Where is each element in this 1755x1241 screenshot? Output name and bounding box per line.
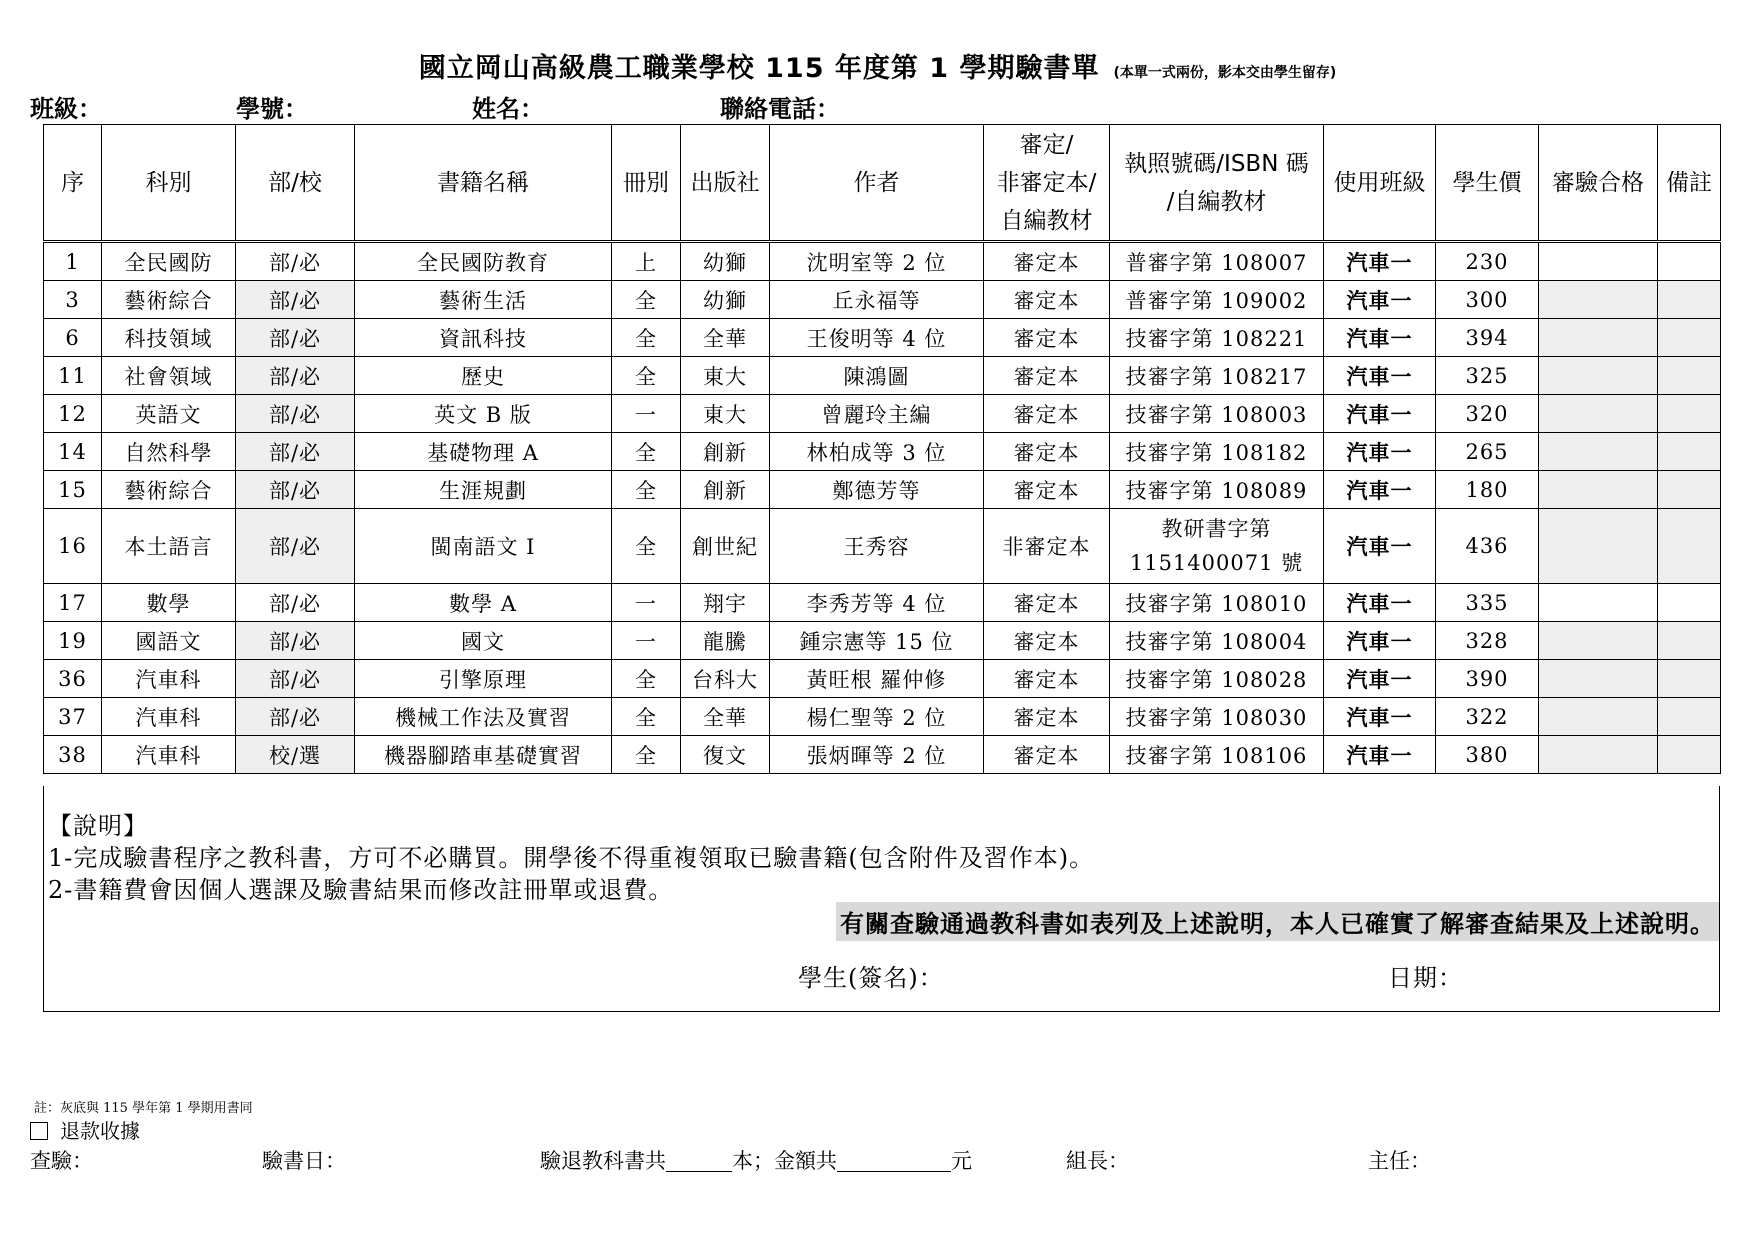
cell-type: 部/必 bbox=[236, 509, 355, 584]
header-class: 使用班級 bbox=[1324, 125, 1436, 242]
page-title: 國立岡山高級農工職業學校 115 年度第 1 學期驗書單 bbox=[418, 53, 1100, 84]
cell-class: 汽車一 bbox=[1324, 357, 1436, 395]
cell-type: 部/必 bbox=[236, 660, 355, 698]
cell-publisher: 龍騰 bbox=[681, 622, 770, 660]
cell-class: 汽車一 bbox=[1324, 736, 1436, 774]
cell-subject: 藝術綜合 bbox=[102, 281, 236, 319]
cell-remark[interactable] bbox=[1658, 242, 1721, 281]
cell-type: 部/必 bbox=[236, 584, 355, 622]
table-body bbox=[44, 242, 1721, 774]
cell-seq: 16 bbox=[44, 509, 102, 584]
cell-class: 汽車一 bbox=[1324, 242, 1436, 281]
cell-subject: 社會領域 bbox=[102, 357, 236, 395]
header-license-line: 執照號碼/ISBN 碼 bbox=[1124, 150, 1309, 177]
cell-price: 328 bbox=[1436, 622, 1539, 660]
title-bar bbox=[0, 46, 1755, 85]
cell-approval: 審定本 bbox=[984, 395, 1110, 433]
cell-type: 部/必 bbox=[236, 281, 355, 319]
cell-book: 機械工作法及實習 bbox=[355, 698, 612, 736]
header-publisher: 出版社 bbox=[681, 125, 770, 242]
cell-approval: 審定本 bbox=[984, 242, 1110, 281]
cell-approval: 審定本 bbox=[984, 622, 1110, 660]
cell-author: 王俊明等 4 位 bbox=[770, 319, 984, 357]
cell-class: 汽車一 bbox=[1324, 622, 1436, 660]
cell-pass[interactable] bbox=[1539, 509, 1658, 584]
cell-license: 技審字第 108030 bbox=[1110, 698, 1324, 736]
cell-remark[interactable] bbox=[1658, 736, 1721, 774]
header-approval-line: 非審定本/ bbox=[996, 169, 1097, 196]
cell-approval: 審定本 bbox=[984, 357, 1110, 395]
note-line-2: 2-書籍費會因個人選課及驗書結果而修改註冊單或退費。 bbox=[48, 876, 674, 904]
director-label: 主任： bbox=[1368, 1149, 1431, 1173]
cell-seq: 36 bbox=[44, 660, 102, 698]
header-license-line: /自編教材 bbox=[1166, 188, 1267, 215]
cell-remark[interactable] bbox=[1658, 698, 1721, 736]
cell-remark[interactable] bbox=[1658, 471, 1721, 509]
cell-book: 資訊科技 bbox=[355, 319, 612, 357]
cell-subject: 藝術綜合 bbox=[102, 471, 236, 509]
cell-price: 436 bbox=[1436, 509, 1539, 584]
cell-publisher: 幼獅 bbox=[681, 281, 770, 319]
cell-book: 基礎物理 A bbox=[355, 433, 612, 471]
cell-remark[interactable] bbox=[1658, 433, 1721, 471]
table-row bbox=[44, 319, 1721, 357]
cell-author: 陳鴻圖 bbox=[770, 357, 984, 395]
cell-remark[interactable] bbox=[1658, 660, 1721, 698]
refund-count-line bbox=[540, 1145, 972, 1175]
cell-price: 335 bbox=[1436, 584, 1539, 622]
cell-class: 汽車一 bbox=[1324, 281, 1436, 319]
cell-volume: 全 bbox=[612, 698, 681, 736]
cell-volume: 上 bbox=[612, 242, 681, 281]
table-row bbox=[44, 660, 1721, 698]
header-volume: 冊別 bbox=[612, 125, 681, 242]
refund-amount-blank[interactable] bbox=[837, 1149, 951, 1172]
cell-price: 325 bbox=[1436, 357, 1539, 395]
cell-class: 汽車一 bbox=[1324, 509, 1436, 584]
cell-class: 汽車一 bbox=[1324, 584, 1436, 622]
header-license bbox=[1110, 125, 1324, 242]
cell-remark[interactable] bbox=[1658, 509, 1721, 584]
cell-type: 部/必 bbox=[236, 242, 355, 281]
cell-price: 394 bbox=[1436, 319, 1539, 357]
cell-class: 汽車一 bbox=[1324, 471, 1436, 509]
table-row bbox=[44, 584, 1721, 622]
cell-type: 部/必 bbox=[236, 357, 355, 395]
phone-field-label: 聯絡電話： bbox=[720, 95, 840, 123]
cell-subject: 全民國防 bbox=[102, 242, 236, 281]
cell-remark[interactable] bbox=[1658, 584, 1721, 622]
cell-approval: 審定本 bbox=[984, 736, 1110, 774]
title-note: (本單一式兩份，影本交由學生留存) bbox=[1113, 65, 1337, 81]
cell-pass[interactable] bbox=[1539, 660, 1658, 698]
cell-price: 322 bbox=[1436, 698, 1539, 736]
cell-class: 汽車一 bbox=[1324, 395, 1436, 433]
cell-remark[interactable] bbox=[1658, 281, 1721, 319]
cell-author: 王秀容 bbox=[770, 509, 984, 584]
cell-subject: 本土語言 bbox=[102, 509, 236, 584]
cell-subject: 國語文 bbox=[102, 622, 236, 660]
cell-book: 數學 A bbox=[355, 584, 612, 622]
cell-book: 英文 B 版 bbox=[355, 395, 612, 433]
inspect-label: 查驗： bbox=[30, 1149, 93, 1173]
student-id-field-label: 學號： bbox=[236, 95, 308, 123]
refund-label: 退款收據 bbox=[60, 1119, 140, 1143]
cell-author: 丘永福等 bbox=[770, 281, 984, 319]
cell-volume: 全 bbox=[612, 357, 681, 395]
cell-price: 300 bbox=[1436, 281, 1539, 319]
cell-book: 全民國防教育 bbox=[355, 242, 612, 281]
table-row bbox=[44, 433, 1721, 471]
cell-license: 技審字第 108221 bbox=[1110, 319, 1324, 357]
table-row bbox=[44, 622, 1721, 660]
table-row bbox=[44, 281, 1721, 319]
cell-author: 黃旺根 羅仲修 bbox=[770, 660, 984, 698]
cell-publisher: 創新 bbox=[681, 433, 770, 471]
cell-volume: 一 bbox=[612, 584, 681, 622]
refund-count-prefix: 驗退教科書共 bbox=[540, 1149, 666, 1173]
cell-license: 教研書字第 1151400071 號 bbox=[1110, 509, 1324, 584]
cell-seq: 3 bbox=[44, 281, 102, 319]
cell-subject: 汽車科 bbox=[102, 698, 236, 736]
cell-volume: 全 bbox=[612, 736, 681, 774]
refund-receipt bbox=[30, 1115, 140, 1144]
header-approval-line: 自編教材 bbox=[1000, 207, 1093, 234]
cell-publisher: 全華 bbox=[681, 698, 770, 736]
cell-type: 部/必 bbox=[236, 433, 355, 471]
cell-remark[interactable] bbox=[1658, 319, 1721, 357]
cell-book: 國文 bbox=[355, 622, 612, 660]
table-row bbox=[44, 357, 1721, 395]
cell-approval: 審定本 bbox=[984, 319, 1110, 357]
cell-volume: 一 bbox=[612, 395, 681, 433]
header-author: 作者 bbox=[770, 125, 984, 242]
cell-author: 鍾宗憲等 15 位 bbox=[770, 622, 984, 660]
cell-book: 閩南語文 I bbox=[355, 509, 612, 584]
cell-pass[interactable] bbox=[1539, 584, 1658, 622]
cell-price: 265 bbox=[1436, 433, 1539, 471]
cell-class: 汽車一 bbox=[1324, 698, 1436, 736]
cell-volume: 全 bbox=[612, 281, 681, 319]
cell-seq: 1 bbox=[44, 242, 102, 281]
cell-subject: 英語文 bbox=[102, 395, 236, 433]
cell-seq: 12 bbox=[44, 395, 102, 433]
cell-license: 普審字第 109002 bbox=[1110, 281, 1324, 319]
cell-subject: 科技領域 bbox=[102, 319, 236, 357]
cell-remark[interactable] bbox=[1658, 357, 1721, 395]
notes-section bbox=[43, 786, 1720, 1012]
cell-author: 李秀芳等 4 位 bbox=[770, 584, 984, 622]
cell-license: 技審字第 108004 bbox=[1110, 622, 1324, 660]
table-row bbox=[44, 736, 1721, 774]
cell-author: 沈明室等 2 位 bbox=[770, 242, 984, 281]
cell-price: 390 bbox=[1436, 660, 1539, 698]
cell-seq: 19 bbox=[44, 622, 102, 660]
cell-type: 部/必 bbox=[236, 319, 355, 357]
cell-class: 汽車一 bbox=[1324, 660, 1436, 698]
cell-publisher: 創世紀 bbox=[681, 509, 770, 584]
inspect-date-label: 驗書日： bbox=[262, 1149, 346, 1173]
name-field-label: 姓名： bbox=[472, 95, 544, 123]
leader-label: 組長： bbox=[1066, 1149, 1129, 1173]
header-type: 部/校 bbox=[236, 125, 355, 242]
cell-publisher: 創新 bbox=[681, 471, 770, 509]
cell-approval: 審定本 bbox=[984, 281, 1110, 319]
cell-class: 汽車一 bbox=[1324, 319, 1436, 357]
header-subject: 科別 bbox=[102, 125, 236, 242]
cell-subject: 汽車科 bbox=[102, 660, 236, 698]
cell-seq: 6 bbox=[44, 319, 102, 357]
cell-author: 林柏成等 3 位 bbox=[770, 433, 984, 471]
cell-book: 生涯規劃 bbox=[355, 471, 612, 509]
date-label: 日期： bbox=[1388, 964, 1463, 992]
note-line-1: 1-完成驗書程序之教科書，方可不必購買。開學後不得重複領取已驗書籍(包含附件及習作本)。 bbox=[48, 844, 1095, 872]
student-signature-label: 學生(簽名)： bbox=[798, 964, 944, 992]
cell-approval: 審定本 bbox=[984, 698, 1110, 736]
cell-seq: 15 bbox=[44, 471, 102, 509]
header-approval bbox=[984, 125, 1110, 242]
cell-publisher: 復文 bbox=[681, 736, 770, 774]
cell-pass[interactable] bbox=[1539, 622, 1658, 660]
cell-price: 380 bbox=[1436, 736, 1539, 774]
cell-seq: 11 bbox=[44, 357, 102, 395]
cell-license: 技審字第 108182 bbox=[1110, 433, 1324, 471]
cell-author: 楊仁聖等 2 位 bbox=[770, 698, 984, 736]
cell-publisher: 幼獅 bbox=[681, 242, 770, 281]
cell-approval: 審定本 bbox=[984, 471, 1110, 509]
table-row bbox=[44, 395, 1721, 433]
cell-approval: 非審定本 bbox=[984, 509, 1110, 584]
cell-approval: 審定本 bbox=[984, 433, 1110, 471]
cell-pass[interactable] bbox=[1539, 357, 1658, 395]
cell-approval: 審定本 bbox=[984, 584, 1110, 622]
cell-volume: 一 bbox=[612, 622, 681, 660]
refund-count-blank[interactable] bbox=[666, 1149, 732, 1172]
refund-count-suffix: 本；金額共 bbox=[732, 1149, 837, 1173]
cell-class: 汽車一 bbox=[1324, 433, 1436, 471]
cell-publisher: 全華 bbox=[681, 319, 770, 357]
notes-heading: 【說明】 bbox=[48, 812, 148, 840]
cell-remark[interactable] bbox=[1658, 395, 1721, 433]
class-field-label: 班級： bbox=[30, 95, 102, 123]
refund-checkbox[interactable] bbox=[30, 1122, 48, 1140]
cell-approval: 審定本 bbox=[984, 660, 1110, 698]
cell-publisher: 台科大 bbox=[681, 660, 770, 698]
header-remark: 備註 bbox=[1658, 125, 1721, 242]
cell-author: 鄭德芳等 bbox=[770, 471, 984, 509]
table-row bbox=[44, 509, 1721, 584]
table-header-row bbox=[44, 125, 1721, 242]
cell-pass[interactable] bbox=[1539, 698, 1658, 736]
cell-pass[interactable] bbox=[1539, 242, 1658, 281]
header-price: 學生價 bbox=[1436, 125, 1539, 242]
cell-type: 校/選 bbox=[236, 736, 355, 774]
cell-license: 技審字第 108106 bbox=[1110, 736, 1324, 774]
acknowledgement-statement: 有關查驗通過教科書如表列及上述說明，本人已確實了解審查結果及上述說明。 bbox=[836, 902, 1719, 941]
cell-book: 歷史 bbox=[355, 357, 612, 395]
cell-pass[interactable] bbox=[1539, 433, 1658, 471]
cell-publisher: 翔宇 bbox=[681, 584, 770, 622]
cell-price: 320 bbox=[1436, 395, 1539, 433]
cell-remark[interactable] bbox=[1658, 622, 1721, 660]
cell-pass[interactable] bbox=[1539, 736, 1658, 774]
cell-seq: 37 bbox=[44, 698, 102, 736]
table-row bbox=[44, 471, 1721, 509]
cell-subject: 數學 bbox=[102, 584, 236, 622]
cell-volume: 全 bbox=[612, 319, 681, 357]
table-row bbox=[44, 242, 1721, 281]
cell-license: 技審字第 108217 bbox=[1110, 357, 1324, 395]
cell-subject: 自然科學 bbox=[102, 433, 236, 471]
cell-seq: 14 bbox=[44, 433, 102, 471]
cell-type: 部/必 bbox=[236, 622, 355, 660]
cell-book: 機器腳踏車基礎實習 bbox=[355, 736, 612, 774]
cell-volume: 全 bbox=[612, 509, 681, 584]
cell-license: 技審字第 108003 bbox=[1110, 395, 1324, 433]
cell-type: 部/必 bbox=[236, 395, 355, 433]
cell-author: 曾麗玲主編 bbox=[770, 395, 984, 433]
table-row bbox=[44, 698, 1721, 736]
cell-book: 引擎原理 bbox=[355, 660, 612, 698]
cell-license: 技審字第 108028 bbox=[1110, 660, 1324, 698]
header-book: 書籍名稱 bbox=[355, 125, 612, 242]
refund-amount-suffix: 元 bbox=[951, 1149, 972, 1173]
cell-license: 技審字第 108089 bbox=[1110, 471, 1324, 509]
cell-price: 180 bbox=[1436, 471, 1539, 509]
cell-pass[interactable] bbox=[1539, 395, 1658, 433]
cell-volume: 全 bbox=[612, 433, 681, 471]
cell-subject: 汽車科 bbox=[102, 736, 236, 774]
cell-type: 部/必 bbox=[236, 471, 355, 509]
cell-pass[interactable] bbox=[1539, 471, 1658, 509]
cell-pass[interactable] bbox=[1539, 319, 1658, 357]
footnote: 註：灰底與 115 學年第 1 學期用書同 bbox=[34, 1101, 253, 1116]
cell-publisher: 東大 bbox=[681, 357, 770, 395]
book-table bbox=[43, 124, 1721, 774]
header-pass: 審驗合格 bbox=[1539, 125, 1658, 242]
cell-price: 230 bbox=[1436, 242, 1539, 281]
cell-license: 技審字第 108010 bbox=[1110, 584, 1324, 622]
cell-license: 普審字第 108007 bbox=[1110, 242, 1324, 281]
cell-volume: 全 bbox=[612, 660, 681, 698]
header-seq: 序 bbox=[44, 125, 102, 242]
cell-seq: 38 bbox=[44, 736, 102, 774]
cell-seq: 17 bbox=[44, 584, 102, 622]
cell-pass[interactable] bbox=[1539, 281, 1658, 319]
cell-book: 藝術生活 bbox=[355, 281, 612, 319]
cell-publisher: 東大 bbox=[681, 395, 770, 433]
cell-author: 張炳暉等 2 位 bbox=[770, 736, 984, 774]
cell-type: 部/必 bbox=[236, 698, 355, 736]
header-approval-line: 審定/ bbox=[1019, 131, 1074, 158]
cell-volume: 全 bbox=[612, 471, 681, 509]
